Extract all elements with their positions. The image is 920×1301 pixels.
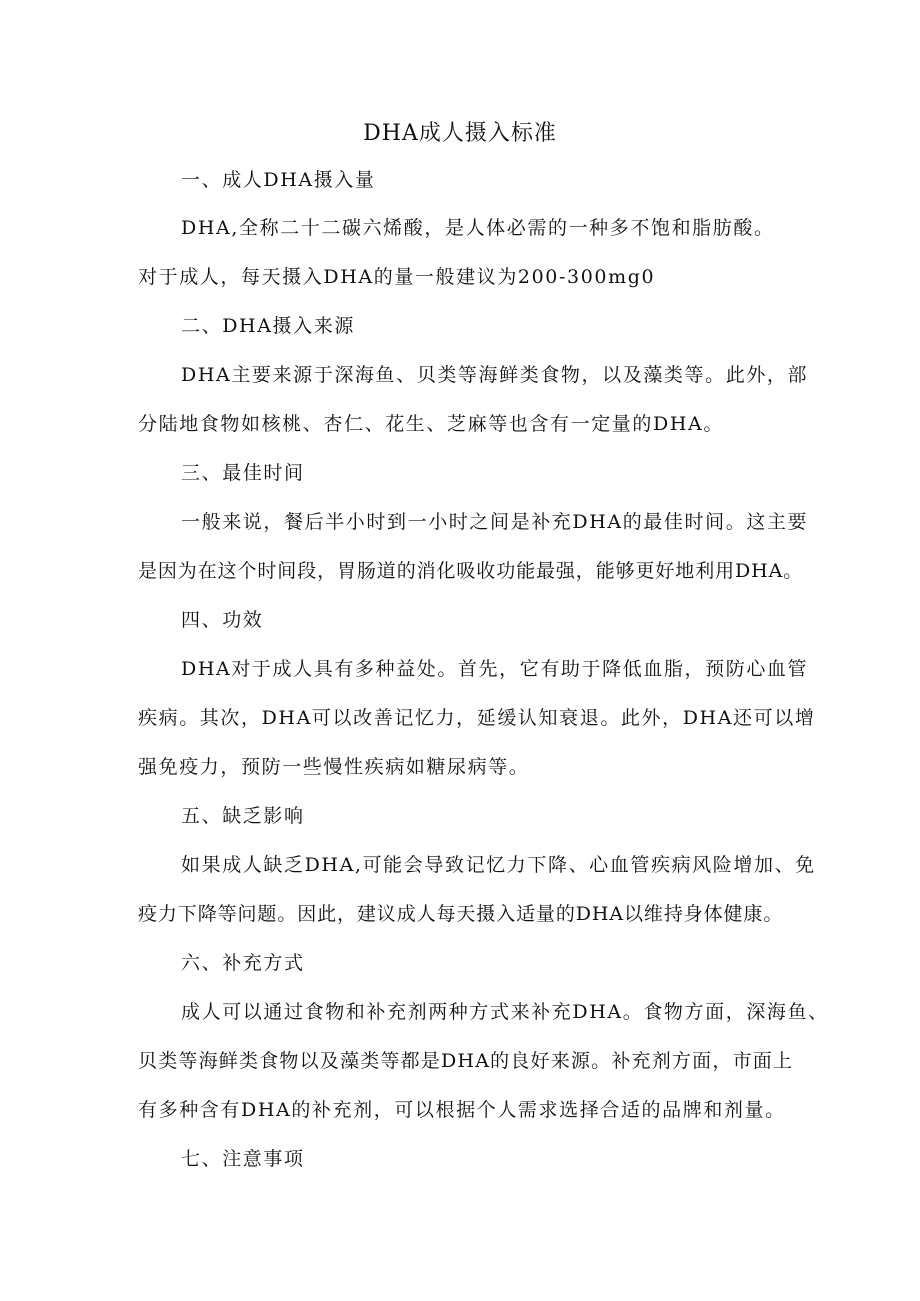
paragraph-line: 强免疫力，预防一些慢性疾病如糖尿病等。 — [138, 756, 530, 778]
paragraph-line: DHA主要来源于深海鱼、贝类等海鲜类食物，以及藻类等。此外，部 — [181, 364, 809, 386]
paragraph-line: 分陆地食物如核桃、杏仁、花生、芝麻等也含有一定量的DHA。 — [138, 413, 724, 435]
paragraph-line: 对于成人，每天摄入DHA的量一般建议为200-300mg0 — [138, 266, 656, 288]
document-title: DHA成人摄入标准 — [363, 121, 557, 146]
paragraph-line: 一般来说，餐后半小时到一小时之间是补充DHA的最佳时间。这主要 — [181, 511, 809, 533]
section-heading-2: 二、DHA摄入来源 — [181, 315, 355, 337]
paragraph-line: 疾病。其次，DHA可以改善记忆力，延缓认知衰退。此外，DHA还可以增 — [138, 707, 816, 729]
section-heading-3: 三、最佳时间 — [181, 462, 305, 484]
paragraph-line: 疫力下降等问题。因此，建议成人每天摄入适量的DHA以维持身体健康。 — [138, 903, 784, 925]
section-heading-6: 六、补充方式 — [181, 952, 305, 974]
paragraph-line: 贝类等海鲜类食物以及藻类等都是DHA的良好来源。补充剂方面，市面上 — [138, 1050, 794, 1072]
section-heading-1: 一、成人DHA摄入量 — [181, 169, 376, 191]
paragraph-line: 如果成人缺乏DHA,可能会导致记忆力下降、心血管疾病风险增加、免 — [181, 854, 816, 876]
section-heading-5: 五、缺乏影响 — [181, 805, 305, 827]
section-heading-4: 四、功效 — [181, 609, 264, 631]
paragraph-line: 是因为在这个时间段，胃肠道的消化吸收功能最强，能够更好地利用DHA。 — [138, 560, 804, 582]
section-heading-7: 七、注意事项 — [181, 1148, 305, 1170]
paragraph-line: 有多种含有DHA的补充剂，可以根据个人需求选择合适的品牌和剂量。 — [138, 1099, 786, 1121]
paragraph-line: 成人可以通过食物和补充剂两种方式来补充DHA。食物方面，深海鱼、 — [181, 1001, 829, 1023]
paragraph-line: DHA,全称二十二碳六烯酸，是人体必需的一种多不饱和脂肪酸。 — [181, 217, 775, 239]
paragraph-line: DHA对于成人具有多种益处。首先，它有助于降低血脂，预防心血管 — [181, 658, 809, 680]
